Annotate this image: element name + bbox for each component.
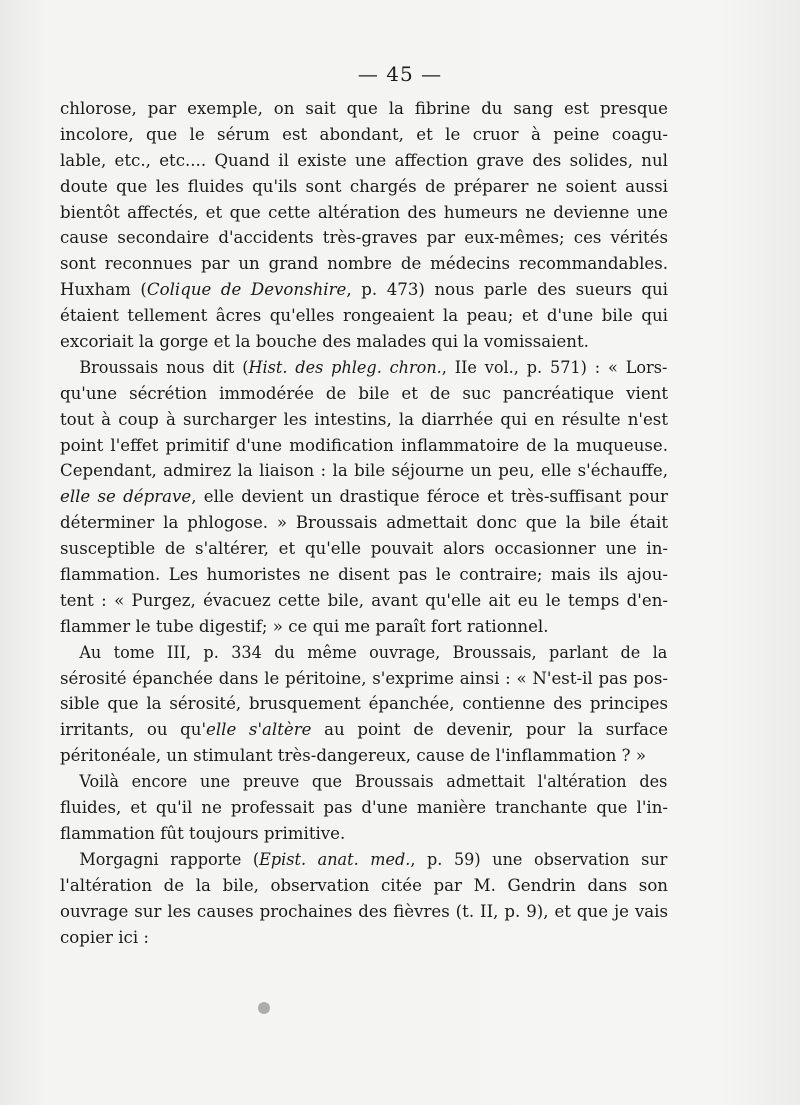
- text-line: [60, 769, 667, 795]
- text-run: incolore, que le sérum est abondant, et le cruor à peine coagu-: [60, 124, 668, 144]
- text-line: [60, 329, 668, 355]
- page-number: — 45 —: [357, 62, 443, 86]
- text-run: déterminer la phlogose. » Broussais admettait donc que la bile était: [60, 513, 668, 533]
- text-run: lable, etc., etc.... Quand il existe une affection grave des solides, nul: [60, 150, 668, 170]
- text-run: tout à coup à surcharger les intestins, la diarrhée qui en résulte n'est: [60, 409, 668, 429]
- italic-text: Colique de Devonshire: [146, 280, 347, 300]
- text-run: Au tome III, p. 334 du même ouvrage, Broussais, parlant de la: [79, 642, 668, 662]
- text-line: [60, 795, 668, 821]
- text-line: [60, 277, 668, 303]
- text-run: fluides, et qu'il ne professait pas d'une manière tranchante que l'in-: [60, 798, 668, 818]
- text-run: au point de devenir, pour la surface: [311, 720, 668, 740]
- italic-text: Epist. anat. med.: [259, 849, 411, 869]
- text-run: , p. 473) nous parle des sueurs qui: [346, 280, 668, 300]
- text-line: [60, 225, 668, 251]
- text-run: Broussais nous dit (: [79, 357, 249, 377]
- text-line: [60, 200, 668, 226]
- text-line: [60, 407, 668, 433]
- text-run: chlorose, par exemple, on sait que la fibrine du sang est presque: [60, 99, 668, 118]
- text-line: [60, 588, 668, 614]
- text-line: [60, 821, 668, 847]
- text-run: , elle devient un drastique féroce et très-suffisant pour: [191, 487, 668, 507]
- text-line: [60, 381, 668, 407]
- text-line: [60, 148, 668, 174]
- text-line: [60, 536, 668, 562]
- text-line: [60, 614, 668, 640]
- text-line: [60, 717, 668, 743]
- text-line: [60, 251, 668, 277]
- italic-text: elle se déprave: [60, 487, 192, 507]
- text-line: [60, 640, 667, 666]
- text-run: bientôt affectés, et que cette altération des humeurs ne devienne une: [60, 202, 668, 222]
- text-run: cause secondaire d'accidents très-graves par eux-mêmes; ces vérités: [60, 228, 668, 248]
- text-run: Cependant, admirez la liaison : la bile séjourne un peu, elle s'échauffe,: [60, 461, 668, 481]
- text-run: tent : « Purgez, évacuez cette bile, avant qu'elle ait eu le temps d'en-: [60, 590, 668, 610]
- text-run: Huxham (: [60, 280, 147, 300]
- text-run: ouvrage sur les causes prochaines des fièvres (t. II, p. 9), et que je vais: [60, 901, 668, 921]
- text-run: péritonéale, un stimulant très-dangereux, cause de l'inflammation ? »: [60, 746, 646, 766]
- text-run: doute que les fluides qu'ils sont chargés de préparer ne soient aussi: [60, 176, 668, 196]
- text-line: [60, 666, 668, 692]
- text-line: [60, 122, 668, 148]
- text-run: Voilà encore une preuve que Broussais admettait l'altération des: [79, 772, 668, 792]
- text-run: sont reconnues par un grand nombre de médecins recommandables.: [60, 254, 668, 274]
- text-run: Morgagni rapporte (: [79, 849, 260, 869]
- text-line: [60, 873, 668, 899]
- text-line: [60, 743, 668, 769]
- text-line: [60, 433, 668, 459]
- text-line: [60, 562, 668, 588]
- text-run: qu'une sécrétion immodérée de bile et de suc pancréatique vient: [60, 383, 668, 403]
- text-run: excoriait la gorge et la bouche des malades qui la vomissaient.: [60, 332, 589, 352]
- text-run: copier ici :: [60, 927, 150, 947]
- text-line: [60, 510, 668, 536]
- body-text: [60, 96, 668, 950]
- paper-stain: [258, 1002, 270, 1014]
- text-run: flammer le tube digestif; » ce qui me paraît fort rationnel.: [60, 616, 549, 636]
- text-run: l'altération de la bile, observation citée par M. Gendrin dans son: [60, 875, 668, 895]
- text-line: [60, 355, 667, 381]
- text-line: [60, 174, 668, 200]
- text-line: [60, 458, 668, 484]
- text-run: étaient tellement âcres qu'elles rongeaient la peau; et d'une bile qui: [60, 306, 668, 326]
- text-line: [60, 899, 668, 925]
- text-run: , p. 59) une observation sur: [410, 849, 668, 869]
- text-line: [60, 691, 668, 717]
- text-line: [60, 847, 667, 873]
- text-run: flammation fût toujours primitive.: [60, 823, 346, 843]
- text-run: flammation. Les humoristes ne disent pas le contraire; mais ils ajou-: [60, 565, 668, 585]
- text-line: [60, 484, 668, 510]
- text-run: sérosité épanchée dans le péritoine, s'exprime ainsi : « N'est-il pas pos-: [60, 668, 668, 688]
- italic-text: elle s'altère: [206, 720, 312, 740]
- text-run: point l'effet primitif d'une modification inflammatoire de la muqueuse.: [60, 435, 668, 455]
- text-run: sible que la sérosité, brusquement épanchée, contienne des principes: [60, 694, 668, 714]
- text-line: [60, 925, 668, 951]
- text-run: , IIe vol., p. 571) : « Lors-: [441, 357, 668, 377]
- text-line: [60, 96, 668, 122]
- text-run: irritants, ou qu': [60, 720, 207, 740]
- text-run: susceptible de s'altérer, et qu'elle pouvait alors occasionner une in-: [60, 539, 668, 559]
- italic-text: Hist. des phleg. chron.: [248, 357, 442, 377]
- text-line: [60, 303, 668, 329]
